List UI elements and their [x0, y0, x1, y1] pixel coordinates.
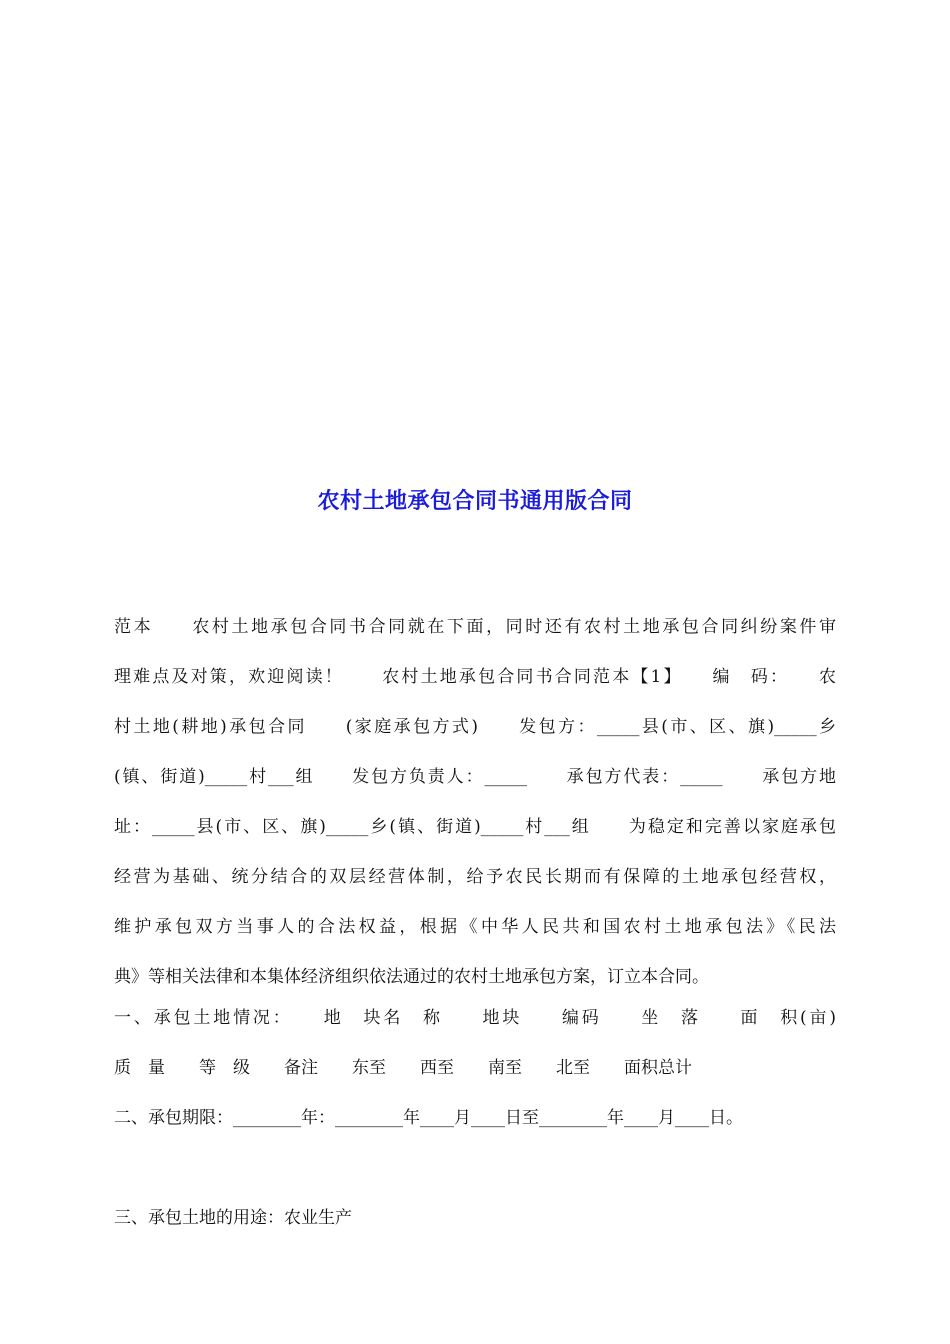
section1-heading: 一、承包土地情况： 地 块名 称 地块 编码 坐 落 面 积(亩) — [114, 1008, 836, 1028]
intro-line: 经营为基础、统分结合的双层经营体制，给予农民长期而有保障的土地承包经营权， — [114, 867, 836, 887]
intro-line: 维护承包双方当事人的合法权益，根据《中华人民共和国农村土地承包法》《民法 — [114, 917, 836, 937]
intro-line: 村土地(耕地)承包合同 (家庭承包方式) 发包方：_____县(市、区、旗)_____乡 — [114, 717, 836, 737]
document-title: 农村土地承包合同书通用版合同 — [317, 489, 633, 514]
section2-term: 二、承包期限：________年：________年____月____日至________年____月____日。 — [114, 1108, 743, 1128]
intro-line: 理难点及对策，欢迎阅读！ 农村土地承包合同书合同范本【1】 编 码： 农 — [114, 667, 836, 687]
section1-table-header: 质 量 等 级 备注 东至 西至 南至 北至 面积总计 — [114, 1058, 692, 1078]
section3-usage: 三、承包土地的用途：农业生产 — [114, 1208, 352, 1228]
intro-line: 址：_____县(市、区、旗)_____乡(镇、街道)_____村___组 为稳定和完善以家庭承包 — [114, 817, 836, 837]
intro-line: 范本 农村土地承包合同书合同就在下面，同时还有农村土地承包合同纠纷案件审 — [114, 617, 836, 637]
intro-line: 典》等相关法律和本集体经济组织依法通过的农村土地承包方案，订立本合同。 — [114, 967, 709, 987]
intro-paragraph — [114, 602, 836, 1002]
intro-line: (镇、街道)_____村___组 发包方负责人：_____ 承包方代表：_____ 承包方地 — [114, 767, 836, 787]
